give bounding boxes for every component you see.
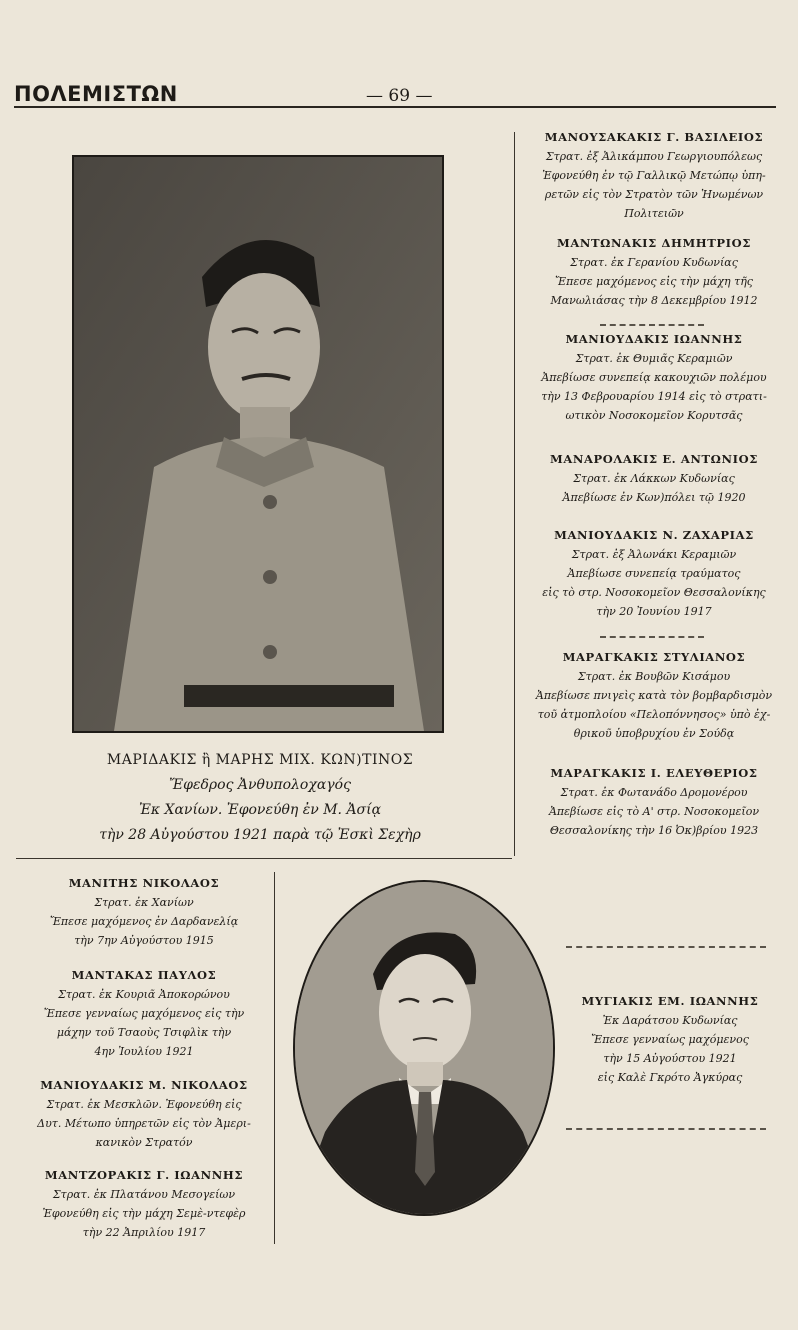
entry-line: θρικοῦ ὑποβρυχίου ἐν Σούδᾳ <box>573 727 735 740</box>
right-entry <box>520 764 788 840</box>
left-entry <box>18 874 270 950</box>
section-divider <box>16 858 512 859</box>
entry-separator <box>600 324 704 326</box>
entry-name: ΜΑΡΑΓΚΑΚΙΣ ΣΤΥΛΙΑΝΟΣ <box>562 650 746 664</box>
right-entry <box>520 450 788 507</box>
entry-line: Ἔπεσε γενναίως μαχόμενος <box>591 1033 749 1046</box>
entry-line: τὴν 15 Αὐγούστου 1921 <box>603 1052 737 1065</box>
entry-line: ωτικὸν Νοσοκομεῖον Κορυτσᾶς <box>565 409 743 422</box>
left-entry <box>18 966 270 1061</box>
entry-line: Ἔπεσε μαχόμενος ἐν Δαρδανελίᾳ <box>49 915 239 928</box>
entry-line: Ἐφονεύθη ἐν τῷ Γαλλικῷ Μετώπῳ ὑπη- <box>542 169 766 182</box>
entry-name: ΜΑΝΤΩΝΑΚΙΣ ΔΗΜΗΤΡΙΟΣ <box>556 236 752 250</box>
entry-name: ΜΑΝΙΟΥΔΑΚΙΣ Μ. ΝΙΚΟΛΑΟΣ <box>40 1078 248 1092</box>
entry-name: ΜΑΝΟΥΣΑΚΑΚΙΣ Γ. ΒΑΣΙΛΕΙΟΣ <box>544 130 764 144</box>
entry-line: εἰς τὸ στρ. Νοσοκομεῖον Θεσσαλονίκης <box>542 586 766 599</box>
entry-line: Δυτ. Μέτωπο ὑπηρετῶν εἰς τὸν Ἀμερι- <box>37 1117 251 1130</box>
featured-name: ΜΑΡΙΔΑΚΙΣ ἢ ΜΑΡΗΣ ΜΙΧ. ΚΩΝ)ΤΙΝΟΣ <box>106 752 414 768</box>
column-divider-upper <box>514 132 515 856</box>
featured-line: τὴν 28 Αὐγούστου 1921 παρὰ τῷ Ἐσκὶ Σεχὴρ <box>99 827 421 843</box>
entry-name: ΜΑΝΤΖΟΡΑΚΙΣ Γ. ΙΩΑΝΝΗΣ <box>44 1168 244 1182</box>
oval-portrait-image <box>295 882 553 1214</box>
entry-line: τὴν 13 Φεβρουαρίου 1914 εἰς τὸ στρατι- <box>541 390 767 403</box>
entry-line: Στρατ. ἐκ Βουβῶν Κισάμου <box>577 670 731 683</box>
entry-line: Στρατ. ἐκ Χανίων <box>94 896 194 909</box>
entry-name: ΜΑΝΑΡΟΛΑΚΙΣ Ε. ΑΝΤΩΝΙΟΣ <box>550 452 758 466</box>
entry-line: Ἐφονεύθη εἰς τὴν μάχη Σεμὲ-ντεφὲρ <box>42 1207 246 1220</box>
entry-name: ΜΑΡΑΓΚΑΚΙΣ Ι. ΕΛΕΥΘΕΡΙΟΣ <box>550 766 758 780</box>
right-ornament-top <box>566 946 766 948</box>
right-ornament-bottom <box>566 1128 766 1130</box>
entry-line: Στρατ. ἐκ Θυμιᾶς Κεραμιῶν <box>575 352 733 365</box>
right-entry <box>520 128 788 223</box>
entry-name: ΜΑΝΙΟΥΔΑΚΙΣ Ν. ΖΑΧΑΡΙΑΣ <box>554 528 754 542</box>
right-entry <box>520 648 788 743</box>
entry-line: κανικὸν Στρατόν <box>95 1136 193 1149</box>
page-number: — 69 — <box>366 86 433 106</box>
entry-line: Στρατ. ἐκ Μεσκλῶν. Ἐφονεύθη εἰς <box>46 1098 242 1111</box>
entry-name: ΜΑΝΙΤΗΣ ΝΙΚΟΛΑΟΣ <box>68 876 220 890</box>
entry-line: Στρατ. ἐκ Φωτανάδο Δρομονέρου <box>560 786 748 799</box>
entry-line: Στρατ. ἐκ Λάκκων Κυδωνίας <box>573 472 735 485</box>
entry-line: Ἐκ Δαράτσου Κυδωνίας <box>602 1014 738 1027</box>
entry-line: Ἔπεσε μαχόμενος εἰς τὴν μάχη τῆς <box>555 275 753 288</box>
entry-line: τοῦ ἀτμοπλοίου «Πελοπόννησος» ὑπὸ ἐχ- <box>537 708 771 721</box>
entry-line: 4ην Ἰουλίου 1921 <box>94 1045 194 1058</box>
entry-name: ΜΥΓΙΑΚΙΣ ΕΜ. ΙΩΑΝΝΗΣ <box>581 994 759 1008</box>
featured-line: Ἔφεδρος Ἀνθυπολοχαγός <box>169 777 351 793</box>
entry-line: Στρατ. ἐκ Πλατάνου Μεσογείων <box>52 1188 236 1201</box>
right-entry <box>520 526 788 621</box>
soldier-portrait-photo <box>72 155 444 733</box>
entry-line: Στρατ. ἐξ Ἀλικάμπου Γεωργιουπόλεως <box>545 150 763 163</box>
entry-line: Ἔπεσε γενναίως μαχόμενος εἰς τὴν <box>43 1007 245 1020</box>
entry-line: Ἀπεβίωσε συνεπείᾳ κακουχιῶν πολέμου <box>541 371 767 384</box>
entry-line: μάχην τοῦ Τσαοὺς Τσιφλὶκ τὴν <box>56 1026 232 1039</box>
entry-line: Στρατ. ἐκ Γερανίου Κυδωνίας <box>570 256 738 269</box>
entry-name: ΜΑΝΤΑΚΑΣ ΠΑΥΛΟΣ <box>71 968 217 982</box>
right-entry <box>520 330 788 425</box>
entry-separator <box>600 636 704 638</box>
oval-portrait-photo <box>293 880 555 1216</box>
entry-line: Θεσσαλονίκης τὴν 16 Ὀκ)βρίου 1923 <box>549 824 759 837</box>
featured-line: Ἐκ Χανίων. Ἐφονεύθη ἐν Μ. Ἀσίᾳ <box>138 802 382 818</box>
entry-line: Στρατ. ἐκ Κουριᾶ Ἀποκορώνου <box>58 988 230 1001</box>
oval-entry <box>560 992 780 1087</box>
entry-line: Στρατ. ἐξ Ἀλωνάκι Κεραμιῶν <box>571 548 737 561</box>
entry-line: Ἀπεβίωσε ἐν Κων)πόλει τῷ 1920 <box>562 491 746 504</box>
header-rule <box>14 106 776 108</box>
entry-line: Μανωλιάσας τὴν 8 Δεκεμβρίου 1912 <box>550 294 758 307</box>
entry-line: Ἀπεβίωσε πνιγεὶς κατὰ τὸν βομβαρδισμὸν <box>535 689 773 702</box>
soldier-portrait-image <box>74 157 442 731</box>
entry-line: ρετῶν εἰς τὸν Στρατὸν τῶν Ἡνωμένων <box>544 188 764 201</box>
entry-line: Πολιτειῶν <box>624 207 684 220</box>
entry-name: ΜΑΝΙΟΥΔΑΚΙΣ ΙΩΑΝΝΗΣ <box>565 332 743 346</box>
entry-line: τὴν 7ην Αὐγούστου 1915 <box>74 934 214 947</box>
entry-line: τὴν 20 Ἰουνίου 1917 <box>596 605 712 618</box>
right-entry <box>520 234 788 310</box>
entry-line: Ἀπεβίωσε συνεπείᾳ τραύματος <box>567 567 741 580</box>
entry-line: εἰς Καλὲ Γκρότο Ἀγκύρας <box>597 1071 743 1084</box>
left-entry <box>18 1166 270 1242</box>
running-title: ΠΟΛΕΜΙΣΤΩΝ <box>14 82 178 106</box>
left-entry <box>18 1076 270 1152</box>
featured-caption <box>60 748 460 848</box>
column-divider-lower <box>274 872 275 1244</box>
entry-line: τὴν 22 Ἀπριλίου 1917 <box>82 1226 206 1239</box>
entry-line: Ἀπεβίωσε εἰς τὸ Α' στρ. Νοσοκομεῖον <box>548 805 760 818</box>
